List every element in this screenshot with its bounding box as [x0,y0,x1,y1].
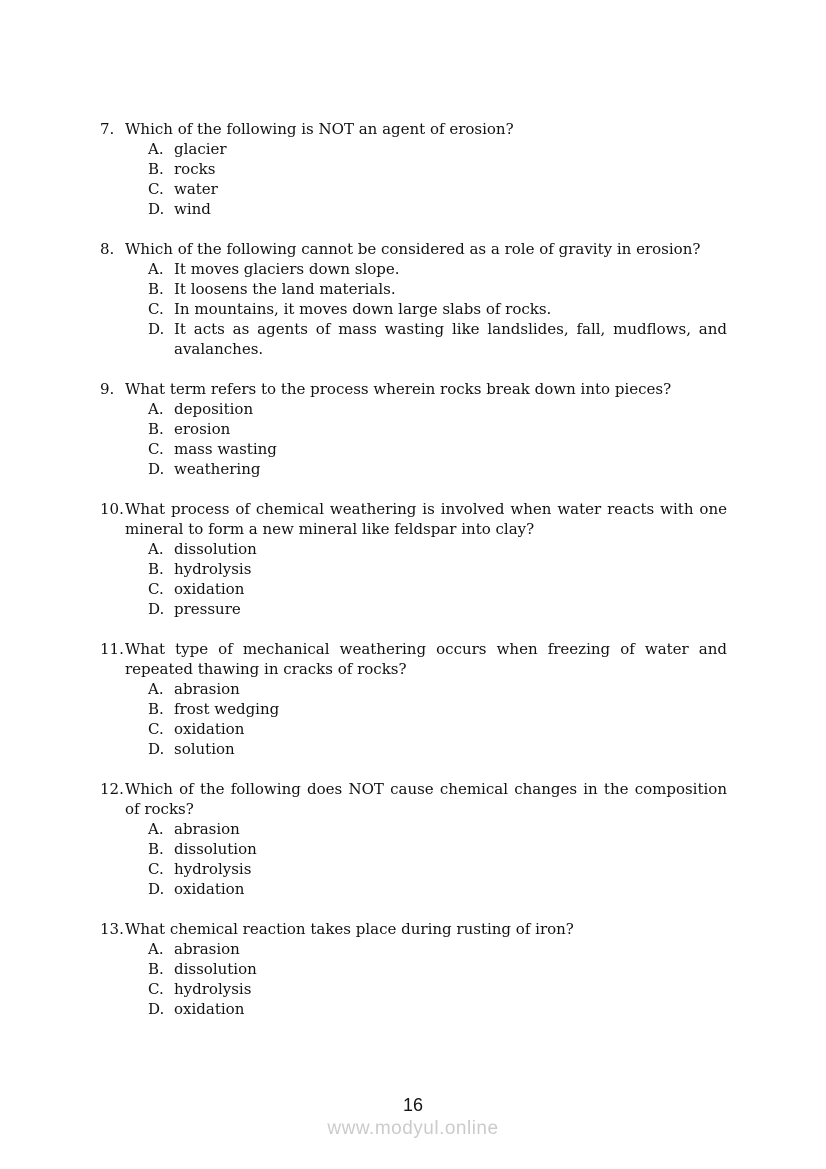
option-letter: C. [148,720,164,738]
question-number: 8. [100,240,115,258]
option-text: hydrolysis [174,860,252,878]
option-text: weathering [174,460,261,478]
question-head [100,919,727,939]
option-letter: A. [148,940,164,958]
question-text: What chemical reaction takes place during rusting of iron? [125,920,574,938]
question-9 [100,379,727,479]
question-text: What term refers to the process wherein rocks break down into pieces? [125,380,672,398]
option-text: abrasion [174,680,240,698]
question-number: 7. [100,120,115,138]
option-C [100,979,727,999]
option-D [100,739,727,759]
option-letter: A. [148,680,164,698]
question-7 [100,119,727,219]
question-number: 13. [100,920,124,938]
option-B [100,959,727,979]
option-A [100,259,727,279]
option-text: oxidation [174,720,245,738]
options-list [100,259,727,359]
option-letter: A. [148,540,164,558]
option-text: mass wasting [174,440,277,458]
option-text: rocks [174,160,216,178]
option-D [100,319,727,359]
option-letter: A. [148,140,164,158]
question-head [100,639,727,679]
option-letter: D. [148,600,165,618]
option-text: oxidation [174,580,245,598]
options-list [100,139,727,219]
question-number: 9. [100,380,115,398]
option-text: It acts as agents of mass wasting like landslides, fall, mudflows, and avalanches. [174,320,727,358]
question-number: 10. [100,500,124,518]
options-list [100,819,727,899]
option-letter: C. [148,860,164,878]
option-letter: D. [148,460,165,478]
option-letter: A. [148,260,164,278]
option-D [100,459,727,479]
question-text: What type of mechanical weathering occurs when freezing of water and repeated thawing in cracks of rocks? [125,640,727,678]
option-text: wind [174,200,211,218]
option-text: hydrolysis [174,980,252,998]
question-8 [100,239,727,359]
option-text: glacier [174,140,227,158]
question-10 [100,499,727,619]
option-letter: B. [148,280,164,298]
option-letter: A. [148,820,164,838]
question-12 [100,779,727,899]
option-A [100,399,727,419]
options-list [100,539,727,619]
options-list [100,939,727,1019]
option-D [100,199,727,219]
page-number: 16 [402,1095,424,1115]
option-C [100,179,727,199]
option-C [100,719,727,739]
question-11 [100,639,727,759]
option-letter: C. [148,300,164,318]
option-text: It loosens the land materials. [174,280,396,298]
question-number: 11. [100,640,124,658]
option-letter: B. [148,560,164,578]
option-B [100,699,727,719]
options-list [100,399,727,479]
page-footer [0,1095,826,1139]
option-letter: C. [148,440,164,458]
option-letter: B. [148,700,164,718]
option-letter: C. [148,980,164,998]
option-C [100,859,727,879]
question-text: Which of the following does NOT cause chemical changes in the composition of rocks? [125,780,727,818]
option-text: water [174,180,218,198]
option-text: In mountains, it moves down large slabs of rocks. [174,300,552,318]
option-text: dissolution [174,840,257,858]
option-A [100,539,727,559]
option-letter: A. [148,400,164,418]
question-head [100,379,727,399]
option-A [100,819,727,839]
question-text: Which of the following is NOT an agent of erosion? [125,120,514,138]
option-letter: C. [148,580,164,598]
option-B [100,159,727,179]
options-list [100,679,727,759]
option-A [100,939,727,959]
question-text: What process of chemical weathering is involved when water reacts with one mineral to form a new mineral like feldspar into clay? [125,500,727,538]
option-letter: D. [148,740,165,758]
option-letter: B. [148,160,164,178]
option-text: oxidation [174,1000,245,1018]
question-13 [100,919,727,1019]
option-text: hydrolysis [174,560,252,578]
question-head [100,499,727,539]
option-B [100,419,727,439]
option-letter: D. [148,1000,165,1018]
option-A [100,679,727,699]
question-number: 12. [100,780,124,798]
option-B [100,279,727,299]
question-head [100,119,727,139]
option-text: frost wedging [174,700,280,718]
option-letter: D. [148,200,165,218]
option-letter: D. [148,320,165,338]
option-text: pressure [174,600,241,618]
option-letter: B. [148,960,164,978]
option-B [100,839,727,859]
option-D [100,999,727,1019]
option-letter: B. [148,420,164,438]
question-text: Which of the following cannot be considered as a role of gravity in erosion? [125,240,701,258]
option-C [100,439,727,459]
option-text: erosion [174,420,231,438]
option-text: deposition [174,400,254,418]
watermark: www.modyul.online [327,1118,499,1139]
option-text: abrasion [174,940,240,958]
option-text: It moves glaciers down slope. [174,260,400,278]
option-D [100,599,727,619]
question-head [100,779,727,819]
option-text: dissolution [174,960,257,978]
option-text: dissolution [174,540,257,558]
option-D [100,879,727,899]
option-letter: C. [148,180,164,198]
option-text: oxidation [174,880,245,898]
option-letter: D. [148,880,165,898]
option-C [100,579,727,599]
option-text: abrasion [174,820,240,838]
option-A [100,139,727,159]
option-C [100,299,727,319]
option-text: solution [174,740,235,758]
option-B [100,559,727,579]
question-head [100,239,727,259]
question-list [100,119,727,1039]
option-letter: B. [148,840,164,858]
